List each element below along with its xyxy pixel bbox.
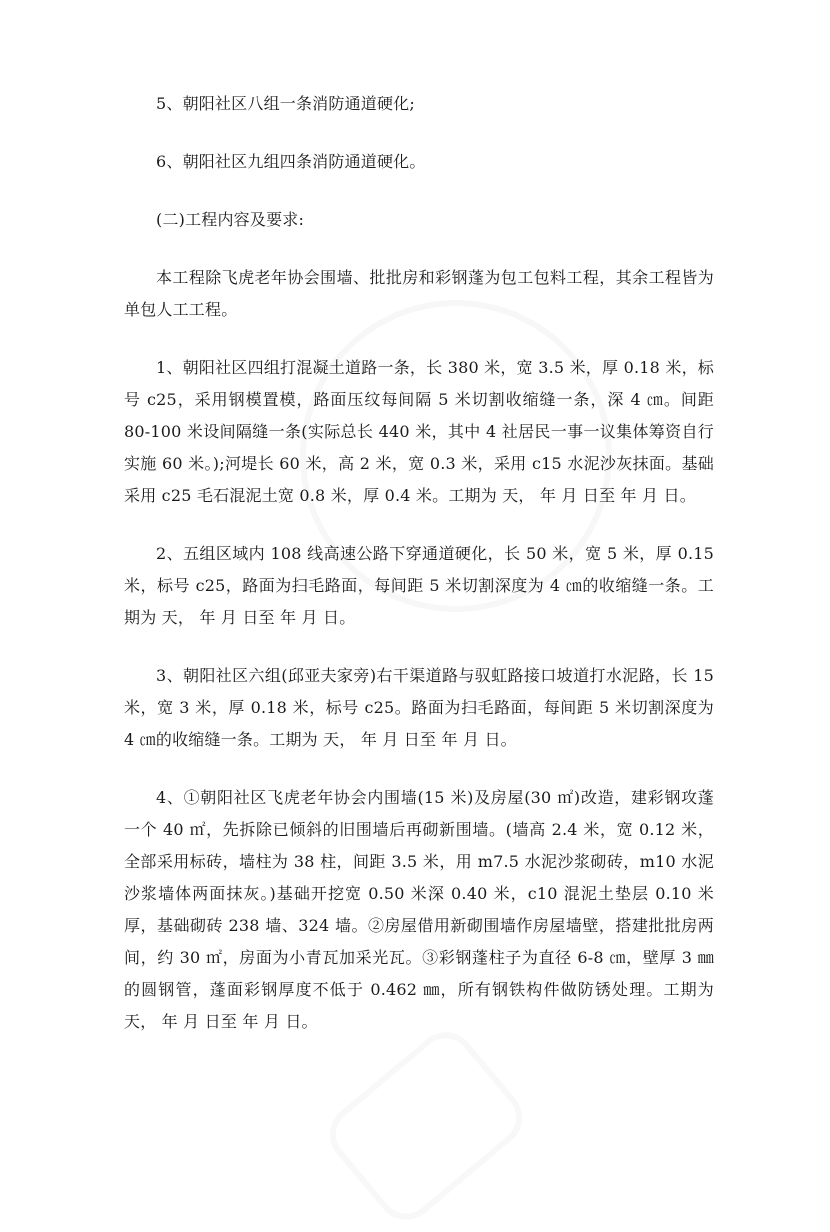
paragraph-item-6: 6、朝阳社区九组四条消防通道硬化。 [156, 152, 426, 171]
section-heading: (二)工程内容及要求: [156, 210, 305, 229]
watermark [318, 1020, 535, 1232]
document-body [124, 88, 714, 1038]
paragraph-item-1: 1、朝阳社区四组打混凝土道路一条，长 380 米，宽 3.5 米，厚 0.18 米，标号 c25，采用钢模置模，路面压纹每间隔 5 米切割收缩缝一条，深 4 ㎝。间距 80-100 米设间隔缝一条(实际总长 440 米，其中 4 社居民一事一议集体筹资自行实施 60 米。);河堤长 60 米，高 2 米，宽 0.3 米，采用 c15 水泥沙灰抹面。基础采用 c25 毛石混泥土宽 0.8 米，厚 0.4 米。工期为 天， 年 月 日至 年 月 日。 [124, 358, 714, 505]
paragraph-item-5: 5、朝阳社区八组一条消防通道硬化; [156, 94, 415, 113]
paragraph-item-4: 4、①朝阳社区飞虎老年协会内围墙(15 米)及房屋(30 ㎡)改造，建彩钢攻蓬一个 40 ㎡，先拆除已倾斜的旧围墙后再砌新围墙。(墙高 2.4 米，宽 0.12 米，全部采用标砖，墙柱为 38 柱，间距 3.5 米，用 m7.5 水泥沙浆砌砖，m10 水泥沙浆墙体两面抹灰。)基础开挖宽 0.50 米深 0.40 米，c10 混泥土垫层 0.10 米厚，基础砌砖 238 墙、324 墙。②房屋借用新砌围墙作房屋墙壁，搭建批批房两间，约 30 ㎡，房面为小青瓦加采光瓦。③彩钢蓬柱子为直径 6-8 ㎝，壁厚 3 ㎜的圆钢管，蓬面彩钢厚度不低于 0.462 ㎜，所有钢铁构件做防锈处理。工期为 天， 年 月 日至 年 月 日。 [124, 788, 714, 1031]
paragraph-item-2: 2、五组区域内 108 线高速公路下穿通道硬化，长 50 米，宽 5 米，厚 0.15 米，标号 c25，路面为扫毛路面，每间距 5 米切割深度为 4 ㎝的收缩缝一条。工期为 天， 年 月 日至 年 月 日。 [124, 544, 714, 627]
paragraph-intro: 本工程除飞虎老年协会围墙、批批房和彩钢蓬为包工包料工程，其余工程皆为单包人工工程。 [124, 268, 714, 319]
paragraph-item-3: 3、朝阳社区六组(邱亚夫家旁)右干渠道路与驭虹路接口坡道打水泥路，长 15 米，宽 3 米，厚 0.18 米，标号 c25。路面为扫毛路面，每间距 5 米切割深度为 4 ㎝的收缩缝一条。工期为 天， 年 月 日至 年 月 日。 [124, 666, 714, 749]
